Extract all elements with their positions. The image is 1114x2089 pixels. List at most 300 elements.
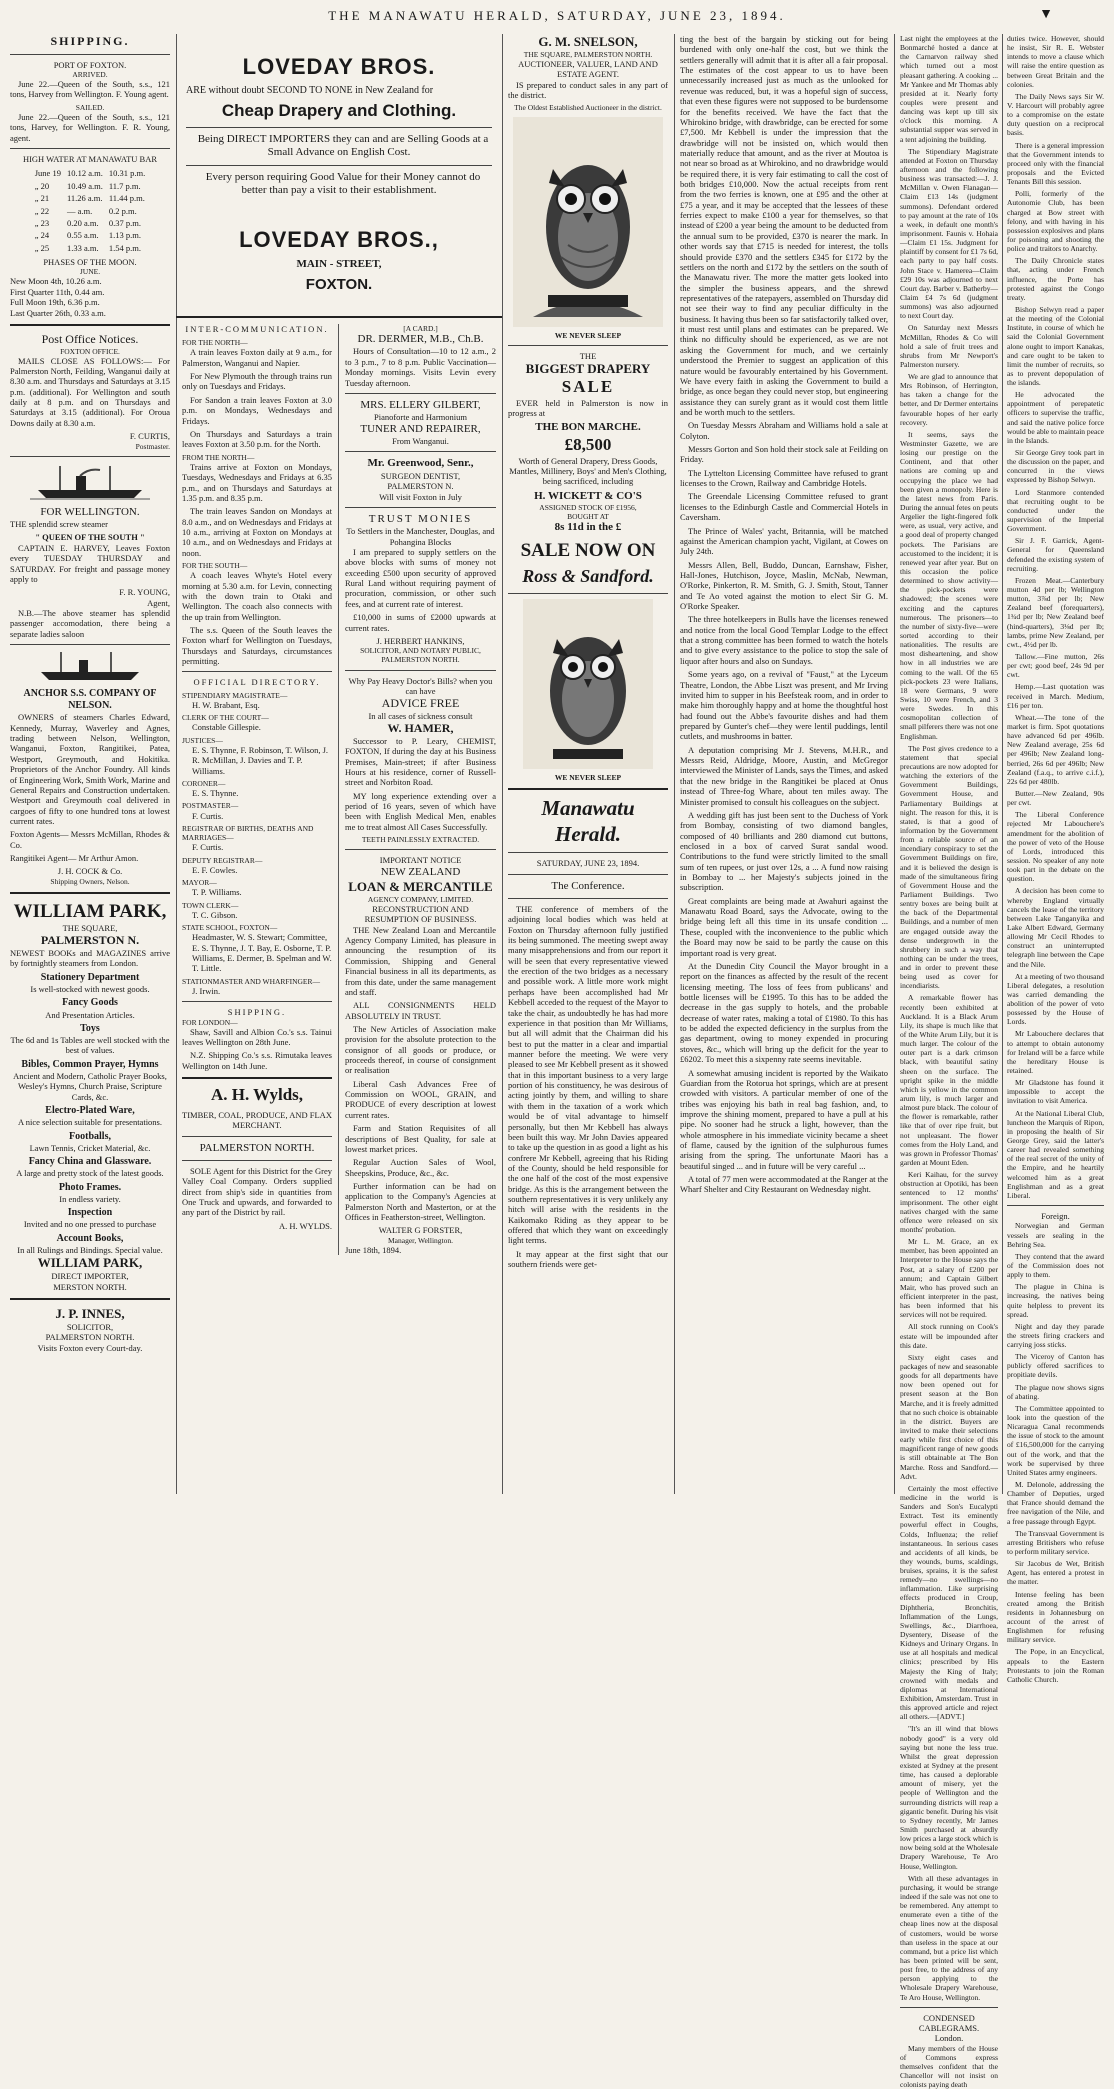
owl-caption: WE NEVER SLEEP xyxy=(554,772,622,782)
loveday-title: LOVEDAY BROS. xyxy=(242,54,436,79)
column-2-right xyxy=(339,324,502,1255)
article-paragraph: On Tuesday Messrs Abraham and Williams hold a sale at Colyton. xyxy=(680,420,888,441)
divider xyxy=(508,788,668,790)
bon-now: SALE NOW ON xyxy=(520,539,656,561)
trust-sign: J. HERBERT HANKINS, xyxy=(376,635,465,646)
directory-holder: T. P. Williams. xyxy=(192,887,242,898)
directory-office: STIPENDIARY MAGISTRATE— xyxy=(182,690,288,700)
divider xyxy=(186,127,492,128)
moon-item: New Moon 4th, 10.26 a.m. xyxy=(10,276,102,287)
gilbert-town: From Wanganui. xyxy=(392,436,449,447)
tide-cell: „ 21 xyxy=(34,193,50,204)
port-title: PORT OF FOXTON. xyxy=(53,59,127,70)
tide-cell: 1.13 p.m. xyxy=(108,230,141,241)
article-paragraph: The plague now shows signs of abating. xyxy=(1007,1382,1104,1401)
tide-cell: 0.37 p.m. xyxy=(108,217,141,228)
column-2-left xyxy=(176,324,339,1255)
divider xyxy=(182,1077,332,1079)
article-paragraph: The Daily Chronicle states that, acting under French influence, the Porte has protested against the Congo treaty. xyxy=(1007,256,1104,302)
herald-conference: The Conference. xyxy=(551,879,625,892)
divider xyxy=(345,849,496,850)
article-paragraph: The Daily News says Sir W. V. Harcourt will probably agree to a compromise on the estate duty question on a reciprocal basis. xyxy=(1007,91,1104,138)
article-paragraph: The Committee appointed to look into the question of the Nicaragua Canal recommends the issue of stock to the amount of £16,500,000 for the carrying out of the work, and that the work be supervised by three United States army engineers. xyxy=(1007,1403,1104,1477)
divider xyxy=(10,644,170,645)
article-paragraph: The Prince of Wales' yacht, Britannia, will be matched against the American champion yacht, Vigilant, at Cowes on July 24th. xyxy=(680,525,888,557)
article-paragraph: A deputation comprising Mr J. Stevens, M.H.R., and Messrs Reid, Aldridge, Moore, Austin, and McGregor interviewed the Minister of Lands, says the Times, and asked that the new bridge in the Rangitikei be placed at Onus instead of Three-fog Whare, about ten miles away. The Minister promised to consult his colleagues on the subject. xyxy=(680,744,888,807)
sailed-label: SAILED. xyxy=(75,102,105,112)
article-paragraph: The Transvaal Government is arresting Britishers who refuse to perform military service. xyxy=(1007,1528,1104,1557)
loveday-foot: LOVEDAY BROS., xyxy=(239,227,439,253)
nzloan-sign2: Manager, Wellington. xyxy=(388,1235,453,1245)
owl-caption: WE NEVER SLEEP xyxy=(554,330,622,340)
divider xyxy=(10,324,170,326)
london-heading: FOR LONDON— xyxy=(182,1017,238,1027)
inter-north: For New Plymouth the through trains run only on Tuesdays and Fridays. xyxy=(182,371,332,392)
divider xyxy=(186,165,492,166)
tide-cell: — a.m. xyxy=(66,205,93,216)
bon-price: 8s 11d in the £ xyxy=(554,521,622,534)
divider xyxy=(10,456,170,457)
herald-p2: It may appear at the first sight that our southern friends were get- xyxy=(508,1248,668,1270)
tide-row xyxy=(33,181,147,191)
directory-holder: E. F. Cowles. xyxy=(192,864,238,875)
divider xyxy=(345,670,496,671)
nzloan-p7: Further information can be had on application to the Company's Agencies at Palmerston North and Masterton, or at the Offices in Featherston-street, Wellington. xyxy=(345,1181,496,1223)
article-paragraph: Messrs Gorton and Son hold their stock sale at Feilding on Friday. xyxy=(680,444,888,465)
anchor-sign: J. H. COCK & Co. xyxy=(57,866,123,877)
tide-cell: „ 24 xyxy=(34,230,50,241)
owl-illustration-icon xyxy=(523,599,653,769)
directory-holder: H. W. Brabant, Esq. xyxy=(192,699,260,710)
masthead-text: THE MANAWATU HERALD, SATURDAY, JUNE 23, 1894. xyxy=(328,8,786,23)
nzloan-agency: AGENCY COMPANY, LIMITED. xyxy=(367,894,474,904)
divider xyxy=(345,507,496,508)
gilbert-trade: TUNER AND REPAIRER, xyxy=(360,422,481,435)
column-3 xyxy=(502,34,674,1494)
tide-cell: „ 23 xyxy=(34,217,50,228)
directory-holder: E. S. Thynne. xyxy=(192,788,239,799)
divider xyxy=(345,393,496,394)
moon-item: First Quarter 11th, 0.44 am. xyxy=(10,286,105,297)
tide-cell: „ 25 xyxy=(34,242,50,253)
inter-title: INTER-COMMUNICATION. xyxy=(185,323,329,334)
post-sign2: Postmaster. xyxy=(135,441,170,451)
innes-town: PALMERSTON NORTH. xyxy=(45,1332,135,1343)
wellington-title: FOR WELLINGTON. xyxy=(40,505,140,518)
tide-cell: 0.20 a.m. xyxy=(66,217,99,228)
article-paragraph: Sir Jacobus de Wet, British Agent, has entered a protest in the matter. xyxy=(1007,1559,1104,1587)
column-2 xyxy=(176,34,502,1494)
snelson-role: AUCTIONEER, VALUER, LAND AND ESTATE AGENT. xyxy=(518,59,658,80)
article-paragraph: With all these advantages in purchasing, it would be strange indeed if the sale was not one to be remembered. Any attempt to enumerate even a tithe of the cheap lines now at the disposal of customers, would be worse than useless in the space at our command, but a price list which has been printed will be sent, post free, to the address of any person applying to the Wholesale Drapery Warehouse, Te Aro House, Wellington. xyxy=(900,1873,998,2002)
hamer-advice: ADVICE FREE xyxy=(381,696,460,711)
directory-office: REGISTRAR OF BIRTHS, DEATHS AND MARRIAGES— xyxy=(182,823,314,843)
tide-cell: 11.7 p.m. xyxy=(108,180,141,191)
park-section-text: In all Rulings and Bindings. Special value. xyxy=(17,1244,163,1255)
herald-title: Manawatu Herald. xyxy=(541,795,635,846)
moon-list xyxy=(10,276,170,317)
divider xyxy=(10,148,170,149)
nzloan-title2: LOAN & MERCANTILE xyxy=(348,879,493,895)
wylds-title: A. H. Wylds, xyxy=(210,1085,304,1105)
park-section-heading: Electro-Plated Ware, xyxy=(45,1105,135,1117)
loveday-town: FOXTON. xyxy=(305,275,373,293)
directory-holder: J. Irwin. xyxy=(192,985,221,996)
dermer-card: [A CARD.] xyxy=(403,323,438,333)
column-5-split xyxy=(900,34,1104,2089)
bon-body2: Worth of General Drapery, Dress Goods, Mantles, Millinery, Boys' and Men's Clothing, being sacrificed, including xyxy=(509,455,667,487)
hamer-body2: MY long experience extending over a period of 16 years, seven of which have been with English Medical Men, enables me to treat almost All Cases Successfully. xyxy=(345,790,496,832)
column-1 xyxy=(4,34,176,1494)
article-paragraph: The three hotelkeepers in Bulls have the licenses renewed and notice from the local Good Templar Lodge to the effect that a strong committee has been formed to watch the hotels and to give every assistance to the police to stop the sale of liquor after hours and also on Sundays. xyxy=(680,614,888,666)
directory-office: TOWN CLERK— xyxy=(182,900,239,910)
article-paragraph: On Saturday next Messrs McMillan, Rhodes & Co will hold a sale of fruit trees and shrubs from Mr Newport's Palmerston nursery. xyxy=(900,323,998,369)
snelson-title: G. M. SNELSON, xyxy=(538,34,638,49)
innes-title: J. P. INNES, xyxy=(55,1305,125,1321)
article-paragraph: The Liberal Conference rejected Mr Labouchere's amendment for the abolition of the power of veto of the House of Lords, introduced this session. No speaker of any note took part in the debate on the question. xyxy=(1007,810,1104,884)
herald-date: SATURDAY, JUNE 23, 1894. xyxy=(536,858,640,869)
inter-south: A coach leaves Whyte's Hotel every morning at 5.30 a.m. for Levin, connecting with the down train to Otaki and Wellington. The coach also connects with the up train from Wellington. xyxy=(182,570,332,622)
park-section-heading: Fancy Goods xyxy=(62,997,118,1009)
tide-row xyxy=(33,230,147,240)
article-paragraph: The Greendale Licensing Committee refused to grant licenses to the Edinburgh Castle and Commercial Hotels in Caversham. xyxy=(680,491,888,523)
article-paragraph: Certainly the most effective medicine in the world is Sanders and Son's Eucalypti Extract. Test its eminently powerful effect in Coughs, Colds, Influenza; the relief instantaneous. In serious cases and accidents of all kinds, be they wounds, burns, scaldings, bruises, sprains, it is the safest remedy—no swellings—no inflammation. Like surprising effects produced in Croup, Diphtheria, Bronchitis, Inflammation of the Lungs, Swellings, &c., Diarrhoea, Dysentery, Disease of the Kidneys and Urinary Organs. In use at all hospitals and medical clinics; prescribed by His Majesty the King of Italy; crowned with medals and diplomas at International Exhibition, Amsterdam. Trust in this approved article and reject all others.—[ADVT.] xyxy=(900,1483,998,1722)
article-paragraph: Wheat.—The tone of the market is firm. Spot quotations have advanced 6d per 496lb. New Zealand average, 25s 6d per 496lb; New Zealand long-berried, 26s 6d per 496lb; New Zealand (f.a.q., to arrive c.i.f.), 22s 6d per 480lb. xyxy=(1007,712,1104,786)
directory-holder: Constable Gillespie. xyxy=(192,722,261,733)
park-town: PALMERSTON N. xyxy=(40,933,140,948)
nzloan-p1: THE New Zealand Loan and Mercantile Agency Company Limited, has pleasure in announcing the resumption of its Commission, Shipping and General Financial business in all its departments, as from this date, under the same management and staff. xyxy=(345,924,496,997)
article-paragraph: Many members of the House of Commons express themselves confident that the Chancellor will not insist on colonists paying death xyxy=(900,2043,998,2089)
park-section-text: Is well-stocked with newest goods. xyxy=(30,983,150,994)
park-section-heading: Stationery Department xyxy=(40,971,140,983)
corner-mark-icon: ▼ xyxy=(1039,7,1056,22)
article-paragraph: We are glad to announce that Mrs Robinson, of Herrington, has taken a change for the better, and Dr Dermer entertains favourable hopes of her early recovery. xyxy=(900,372,998,427)
nzloan-p2: ALL CONSIGNMENTS HELD ABSOLUTELY IN TRUST. xyxy=(345,1000,496,1021)
post-office: FOXTON OFFICE. xyxy=(60,346,120,356)
wellington-nb: N.B.—The above steamer has splendid passenger accomodation, there being a separate ladies saloon xyxy=(10,607,170,639)
article-paragraph: Tallow.—Fine mutton, 26s per cwt; good beef, 24s 9d per cwt. xyxy=(1007,652,1104,680)
directory-office: MAYOR— xyxy=(182,878,217,888)
article-paragraph: Norwegian and German vessels are sealing in the Behring Sea. xyxy=(1007,1221,1104,1249)
cable-london: London. xyxy=(934,2033,964,2044)
directory-holder: Headmaster, W. S. Stewart; Committee, E. S. Thynne, J. T. Bay, E. Osborne, T. P. Williams, E. Dermer, B. Spelman and W. T. Little. xyxy=(192,932,332,974)
innes-role: SOLICITOR, xyxy=(66,1321,114,1332)
tide-title: HIGH WATER AT MANAWATU BAR xyxy=(22,154,158,165)
divider xyxy=(182,1001,332,1002)
tide-cell: June 19 xyxy=(34,168,61,179)
trust-body2: £10,000 in sums of £2000 upwards at current rates. xyxy=(345,612,496,633)
directory-holder: E. S. Thynne, F. Robinson, T. Wilson, J. R. McMillan, J. Davies and T. P. Williams. xyxy=(192,744,329,776)
directory-office: DEPUTY REGISTRAR— xyxy=(182,855,263,865)
arrived-label: ARRIVED. xyxy=(72,69,108,79)
post-title: Post Office Notices. xyxy=(41,331,139,346)
article-paragraph: They contend that the award of the Commission does not apply to them. xyxy=(1007,1251,1104,1280)
steamship-icon xyxy=(35,650,145,684)
post-body: MAILS CLOSE AS FOLLOWS:— For Palmerston North, Feilding, Wanganui daily at 8.30 a.m. and Thursdays and Saturdays at 3.15 p.m. (additional). For Wellington and south daily at 8 p.m. and on Thursdays and Saturdays at 3.15 (additional). For Oroua Downs daily at 8.30 a.m. xyxy=(10,355,170,428)
article-paragraph: Keri Kaihau, for the survey obstruction at Opotiki, has been sentenced to 12 months' imprisonment. The other eight natives charged with the same offence were released on six months' probation. xyxy=(900,1170,998,1234)
directory-shipping-title: SHIPPING. xyxy=(227,1007,287,1018)
trust-sign2: SOLICITOR, AND NOTARY PUBLIC, xyxy=(360,646,481,656)
steamship-icon xyxy=(30,462,150,502)
park-foot2: DIRECT IMPORTER, xyxy=(51,1271,129,1282)
directory-list xyxy=(182,691,332,996)
tide-row xyxy=(33,206,147,216)
directory-holder: F. Curtis. xyxy=(192,810,224,821)
column-2-split xyxy=(176,324,502,1255)
article-paragraph: Intense feeling has been created among the British residents in Johannesburg on account of the arrest of Englishmen for refusing military service. xyxy=(1007,1589,1104,1645)
directory-office: POSTMASTER— xyxy=(182,801,239,811)
sailed-text: June 22.—Queen of the South, s.s., 121 tons, Harvey, for Wellington. F. R. Young, agent. xyxy=(10,111,170,143)
london-sailing: N.Z. Shipping Co.'s s.s. Rimutaka leaves Wellington on 14th June. xyxy=(182,1050,332,1071)
divider xyxy=(10,1298,170,1300)
anchor-rangitikei: Rangitikei Agent— Mr Arthur Amon. xyxy=(10,853,139,864)
article-paragraph: Some years ago, on a revival of "Faust," at the Lyceum Theatre, London, the Abbe Liszt was present, and Mr Irving invited him to supper in his Beefsteak room, and in order to make him thoroughly happy and at home the thoughtful host had found out the Abbe's favourite dishes and had them prepared by Gunter's chef—they were lentil puddings, lentil cutlets, and mushrooms in batter. xyxy=(680,669,888,742)
inter-south: The s.s. Queen of the South leaves the Foxton wharf for Wellington on Tuesdays, Thursdays and Saturdays, circumstances permitting. xyxy=(182,624,332,667)
divider xyxy=(182,1160,332,1161)
article-paragraph: A somewhat amusing incident is reported by the Waikato Guardian from the Rotorua hot springs, which are at present crowded with visitors. A particular member of one of the tribes was enjoying his bath in real bag fashion, and, to improve the shining moment, prepared to have a pull at his pipe. No sooner had he struck a light, however, than the whole atmosphere in his immediate vicinity became a sheet of flame, caused by the ignition of the sulphurous fumes arising from the spring. The unfortunate Maori has a beautiful singed ... and in future will be very careful ... xyxy=(680,1067,888,1171)
wylds-trade: TIMBER, COAL, PRODUCE, AND FLAX MERCHANT. xyxy=(182,1109,332,1131)
park-section-heading: Toys xyxy=(80,1022,100,1034)
inter-from-north: Trains arrive at Foxton on Mondays, Tuesdays, Wednesdays and Fridays at 6.35 p.m., and on Thursdays and Saturdays at 1.35 p.m. and 8.35 p.m. xyxy=(182,461,332,503)
shipping-title: SHIPPING. xyxy=(50,34,130,48)
bon-shop: THE BON MARCHE. xyxy=(535,421,641,434)
nzloan-p3: The New Articles of Association make provision for the absolute protection to the consignor of all goods or produce, or proceeds thereof, in course of consignment or realisation xyxy=(345,1023,496,1076)
tide-cell: 11.26 a.m. xyxy=(66,193,103,204)
innes-note: Visits Foxton every Court-day. xyxy=(37,1342,143,1353)
inter-south-heading: FOR THE SOUTH— xyxy=(182,561,248,571)
directory-holder: F. Curtis. xyxy=(192,842,224,853)
gilbert-title: MRS. ELLERY GILBERT, xyxy=(360,398,481,411)
park-section-text: A large and pretty stock of the latest goods. xyxy=(16,1168,164,1179)
wylds-sign: A. H. WYLDS. xyxy=(279,1220,332,1231)
park-section-heading: Inspection xyxy=(67,1207,113,1219)
divider xyxy=(10,54,170,55)
greenwood-role: SURGEON DENTIST, xyxy=(380,470,461,481)
nzloan-p6: Regular Auction Sales of Wool, Sheepskins, Produce, &c., &c. xyxy=(345,1157,496,1178)
article-paragraph: "It's an ill wind that blows nobody good" is a very old saying but none the less true. Whilst the great depression existed at Sydney at the present time, has caused a deplorable amount of misery, yet the people of Wellington and the surrounding districts will reap a gigantic benefit. During his visit to Sydney recently, Mr James Smith purchased at absurdly low prices a large stock which is now being sold at the Wholesale Drapery Warehouse, Te Aro House, Wellington. xyxy=(900,1724,998,1871)
anchor-foxton: Foxton Agents— Messrs McMillan, Rhodes & Co. xyxy=(10,829,170,850)
tide-row xyxy=(33,218,147,228)
snelson-square: THE SQUARE, PALMERSTON NORTH. xyxy=(523,49,653,59)
article-paragraph: Messrs Allen, Bell, Buddo, Duncan, Earnshaw, Fisher, Hall-Jones, Hutchison, Joyce, Maslin, McNab, Newman, O'Rorke, Pinkerton, R. M. Smith, G. J. Smith, Stout, Tanner and Te Ao voted against the motion to elect Sir G. M. O'Rorke Speaker. xyxy=(680,559,888,612)
anchor-title: ANCHOR S.S. COMPANY OF NELSON. xyxy=(23,688,157,712)
bon-stock: ASSIGNED STOCK OF £1956, xyxy=(539,503,637,513)
loveday-p1: Being DIRECT IMPORTERS they can and are Selling Goods at a Small Advance on English Cost. xyxy=(197,132,489,159)
herald-p1: THE conference of members of the adjoining local bodies which was held at Foxton on Thursday afternoon fully justified its being summoned. The meeting swept away many misapprehensions and from our report it will be seen that every representative viewed the erection of the two bridges as a necessary and possible work. A little more work might perhaps have been accomplished had Mr Kebbell acceded to the request of the Mayor to take the chair, as undoubtedly he has had more experience in that position than Mr Williams, but all will admit that the Chairman did his best to put the matter in a clear and impartial manner before the meeting. We were very pleased to see Mr Kebbell present as it showed that in this important business to a very large portion of his constituency, he was desirous of acting jointly by them, and willing to share with them in the taxation of a work which would be of vital advantage to himself personally, but then Mr Kebbell has always been built this way. Mr John Davies appeared to take up the question in as good a light as his confrere Mr Kebbell, agreeing that his Riding of the County, should be held responsible for the one half of the cost of the most expensive bridge. As this is the arrangement between the southern representatives it is very unlikely any hitch will arise with the residents in the Kaikomako Riding as they appear to be offered that which they want on exceedingly light terms. xyxy=(508,903,668,1246)
loveday-p2: Every person requiring Good Value for their Money cannot do better than pay a visit to their establishment. xyxy=(205,170,481,196)
article-paragraph: The Stipendiary Magistrate attended at Foxton on Thursday afternoon and the following business was transacted:—J. J. McMillan v. Owen Flanagan—Claim £13 14s (judgment summons). Defendant ordered to pay amount at the rate of 10s a week, in default one month's imprisonment. Faunis v. Hohaia—Claim £1 15s. Judgment for plaintiff by consent for £1 7s 6d, each party to pay half costs. John Stace v. Hamerea—Claim £29 10s was adjourned to next Court day. Barber v. Batherby—Claim £4 7s 6d (judgment summons) was also adjourned to next Court day. xyxy=(900,146,998,321)
nzloan-sub: RECONSTRUCTION AND RESUMPTION OF BUSINESS. xyxy=(364,904,477,925)
moon-title: PHASES OF THE MOON. xyxy=(43,256,137,267)
loveday-slogan: Cheap Drapery and Clothing. xyxy=(221,101,457,121)
bon-amount: £8,500 xyxy=(564,434,612,454)
divider xyxy=(10,892,170,894)
nzloan-title: NEW ZEALAND xyxy=(380,865,461,878)
wellington-body: CAPTAIN E. HARVEY, Leaves Foxton every TUESDAY THURSDAY and SATURDAY. For freight and passage money apply to xyxy=(10,542,170,584)
moon-month: JUNE. xyxy=(79,267,101,277)
divider xyxy=(345,451,496,452)
tide-cell: 1.33 a.m. xyxy=(66,242,99,253)
loveday-lead: ARE without doubt SECOND TO NONE in New Zealand for xyxy=(186,84,434,96)
divider xyxy=(176,316,502,318)
article-paragraph: ting the best of the bargain by sticking out for being burdened with only one-half the cost, but we think the settlers generally will admit that it is after all a fair proposal. The estimates of the cost appear to us to have been unnecessarily increased just as much as the unlooked for revenue was reduced, but, it was a hopeful sign of success, that even these figures were not supposed to be burdensome for the benefits received. We have the fact that the Whirokino bridge, with drawbridge, can be erected for some £7,500. Mr Kebbell is under the impression that the drawbridge will not be insisted on, which would then materially reduce that amount, and as the river at Moutoa is not near so broad as at Whirokino, and no drawbridge would be required there, it is very fair estimating to call the cost of both bridges £10,000. Now the actual receipts from rent from the two ferries is known, one at £95 and the other at £75 a year, and it may be accepted that the lessees of these ferries expect to make £100 a year for themselves, so that instead of £200 a year being the amount to be deducted from the annual sum to be provided, £370 is nearer the mark. In other words say that £715 is needed for interest, the tolls should provide £370 and the settlers £345 for £172 by the settlers on the north and £172 by the settlers on the south of the Manawatu river. The more the matter gets looked into the simpler the business appears, and the shrewd representatives of the ratepayers, assembled on Thursday did not see their way to find any peculiar difficulty in the business. It having thus been so far satisfactorily talked over, it must rest until plans and estimates can be prepared. We think no difficulty should be experienced, as we are not asking the Government for much, and we certainly understood the Premier to suggest an application of this nature would be favourably entertained by his Government. We have every faith in asking the Government to build a bridge, as once began they could never stop, but engineering assistance they can surely grant as it would cost them little and be worth much to the settlers. xyxy=(680,34,888,417)
greenwood-note: Will visit Foxton in July xyxy=(379,491,462,502)
wylds-town: PALMERSTON NORTH. xyxy=(199,1141,315,1154)
article-paragraph: Bishop Selwyn read a paper at the meeting of the Colonial Institute, in course of which he said the Colonial Government alone ought to import Kanakas, and care ought to be taken to limit the number of recruits, so as to prevent depopulation of the islands. xyxy=(1007,304,1104,388)
tide-cell: „ 22 xyxy=(34,205,50,216)
column-5-right xyxy=(1002,34,1104,1684)
article-paragraph: There is a general impression that the Government intends to proceed only with the financial proposals and the Evicted Tenants Bill this session. xyxy=(1007,140,1104,187)
article-paragraph: He advocated the appointment of perepatetic officers to supervise the traffic, and said the native police force would be able to maintain peace in the Islands. xyxy=(1007,390,1104,445)
directory-office: STATIONMASTER AND WHARFINGER— xyxy=(182,976,321,986)
moon-item: Full Moon 19th, 6.36 p.m. xyxy=(10,297,100,308)
post-sign: F. CURTIS, xyxy=(129,431,170,442)
article-paragraph: The Post gives credence to a statement that special precautions are now adopted for watching the exteriors of the Government Buildings, Government House, and Parliamentary Buildings at night. The reason for this, it is stated, is that a good of information by the Government from a reliable source of an incendiary conspiracy to set the Government Buildings on fire, and it is believed the design is made of the simultaneous firing of Government House and the Parliament Buildings. Two sentry boxes are being built at the back of the Departmental Buildings, and a number of men are engaged outside away the dense undergrowth in the shrubbery in such a way that nothing can be under the trees, and in order to prevent these being used as cover for incendiarists. xyxy=(900,743,998,991)
trust-sub: To Settlers in the Manchester, Douglas, and Pohangina Blocks xyxy=(346,526,495,547)
wellington-agent2: Agent, xyxy=(147,597,170,608)
article-paragraph: Great complaints are being made at Awahuri against the Manawatu Road Board, says the Advocate, owing to the bridge being left all this time in its unsafe condition ... These, coupled with the inconvenience to the public which the Board may now be said to be partly the cause on this important road is very great. xyxy=(680,895,888,958)
park-sections xyxy=(10,972,170,1256)
nzloan-sign: WALTER G FORSTER, xyxy=(378,1225,463,1236)
owl-illustration-icon xyxy=(513,117,663,327)
cable-title: CONDENSED CABLEGRAMS. xyxy=(918,2012,980,2034)
article-paragraph: Lord Stanmore contended that recruiting ought to be conducted under the supervision of the Imperial Government. xyxy=(1007,487,1104,534)
column-5 xyxy=(894,34,1110,2089)
park-foot3: MERSTON NORTH. xyxy=(53,1281,127,1292)
park-square: THE SQUARE, xyxy=(62,923,118,934)
park-section-heading: Account Books, xyxy=(56,1232,124,1244)
article-paragraph: At the Dunedin City Council the Mayor brought in a report on the finances as affected by the result of the recent licensing meeting. The loss of fees from publicans' and bottle licenses will be £1995. To this has to be added the decrease in the gas supply to hotels, and the probable decrease of water rates, making a total of £1980. To this has to be added the expected deficiency in the surplus from the gas department, owing to money expended in procuring stoves, &c., which will bring up the deficit for the year to £6202. To meet this a sixpenny rate seems inevitable. xyxy=(680,960,888,1065)
tide-cell: 11.44 p.m. xyxy=(108,193,145,204)
hamer-cases: In all cases of sickness consult xyxy=(368,710,473,721)
park-section-heading: Footballs, xyxy=(69,1130,111,1142)
article-paragraph: Mr Gladstone has found it impossible to accept the invitation to visit America. xyxy=(1007,1078,1104,1106)
directory-office: CLERK OF THE COURT— xyxy=(182,713,269,723)
bon-wickett: H. WICKETT & CO'S xyxy=(534,489,642,502)
greenwood-town: PALMERSTON N. xyxy=(387,481,454,492)
tide-cell: 0.55 a.m. xyxy=(66,230,99,241)
bon-body: EVER held in Palmerston is now in progress at xyxy=(508,397,668,419)
article-paragraph: The Pope, in an Encyclical, appeals to the Eastern Protestants to join the Roman Catholic Church. xyxy=(1007,1647,1104,1684)
tide-table xyxy=(31,166,149,255)
bon-bought: BOUGHT AT xyxy=(567,512,609,522)
article-paragraph: All stock running on Cook's estate will be impounded after this date. xyxy=(900,1322,998,1350)
tide-cell: 10.49 a.m. xyxy=(66,180,103,191)
trust-title: TRUST MONIES xyxy=(368,512,473,525)
article-paragraph: duties twice. However, should he insist, Sir R. E. Webster intends to move a clause which will raise the entire question as between Great Britain and the colonies. xyxy=(1007,34,1104,89)
article-paragraph: Night and day they parade the streets firing crackers and carrying joss sticks. xyxy=(1007,1321,1104,1350)
park-section-text: The 6d and 1s Tables are well stocked with the best of values. xyxy=(10,1035,170,1056)
divider xyxy=(182,671,332,672)
gilbert-sub: Pianoforte and Harmonium xyxy=(373,412,467,423)
park-section-heading: Bibles, Common Prayer, Hymns xyxy=(21,1058,159,1070)
tide-cell: 0.2 p.m. xyxy=(108,205,137,216)
park-foot: WILLIAM PARK, xyxy=(37,1255,143,1271)
article-paragraph: A decision has been come to whereby England virtually cancels the lease of the territory between Lake Tanganyika and Lake Albert Edward, Germany allowing Mr Cecil Rhodes to construct an uninterrupted telegraph line between the Cape and the Nile. xyxy=(1007,886,1104,969)
article-paragraph: The plague in China is increasing, the natives being quite helpless to prevent its spread. xyxy=(1007,1282,1104,1319)
article-paragraph: The Lyttelton Licensing Committee have refused to grant licenses to the Crown, Railway and Cambridge Hotels. xyxy=(680,467,888,489)
divider xyxy=(900,2007,998,2008)
tide-cell: 10.12 a.m. xyxy=(66,168,103,179)
park-section-heading: Photo Frames. xyxy=(58,1181,122,1193)
divider xyxy=(508,345,668,346)
masthead xyxy=(0,0,1114,26)
tide-cell: „ 20 xyxy=(34,180,50,191)
loveday-ad xyxy=(176,54,502,294)
article-paragraph: At a meeting of two thousand Liberal delegates, a resolution was carried demanding the abolition of the power of veto possessed by the House of Lords. xyxy=(1007,971,1104,1027)
ship-name: " QUEEN OF THE SOUTH " xyxy=(35,532,145,543)
hamer-teeth: TEETH PAINLESSLY EXTRACTED. xyxy=(361,835,480,845)
wellington-agent: F. R. YOUNG, xyxy=(119,587,170,598)
dermer-body: Hours of Consultation—10 to 12 a.m., 2 to 3 p.m., 7 to 8 p.m. Public Vaccination— Monday mornings. Visits Levin every Tuesday afternoon. xyxy=(345,346,496,388)
directory-title: OFFICIAL DIRECTORY. xyxy=(193,677,321,688)
foreign-title: Foreign. xyxy=(1041,1211,1070,1222)
column-5-left xyxy=(900,34,1002,2089)
wylds-body: SOLE Agent for this District for the Grey Valley Coal Company. Orders supplied direct from ship's side in quantities from One Truck and upwards, and forwarded to any part of the District by rail. xyxy=(182,1165,332,1218)
article-paragraph: Frozen Meat.—Canterbury mutton 4d per lb; Wellington mutton, 3⅞d per lb; New Zealand beef (forequarters), 1¾d per lb; New Zealand beef (hind-quarters), 3⅛d per lb; lambs, prime New Zealand, per cwt., 4½d per lb. xyxy=(1007,575,1104,649)
park-title: WILLIAM PARK, xyxy=(13,900,167,922)
hamer-body: Successor to P. Leary, CHEMIST, FOXTON, If during the day at his Business Premises, Main-street; if after Business Hours at his residence, corner of Russell-street and Norbiton Road. xyxy=(345,735,496,788)
trust-sign3: PALMERSTON NORTH. xyxy=(381,655,460,665)
divider xyxy=(508,874,668,875)
article-paragraph: At the National Liberal Club, luncheon the Marquis of Ripon, in proposing the health of Sir George Grey, said the latter's career had revealed something of the real secret of the unity of the Empire, and he heartily welcomed him as a great Englishman and as a great Liberal. xyxy=(1007,1108,1104,1200)
nzloan-notice: IMPORTANT NOTICE xyxy=(379,855,462,866)
dermer-title: DR. DERMER, M.B., Ch.B. xyxy=(357,333,484,346)
park-section-text: A nice selection suitable for presentations. xyxy=(18,1117,162,1128)
bon-the: THE xyxy=(579,350,597,361)
tide-row xyxy=(33,168,147,178)
park-section-text: And Presentation Articles. xyxy=(45,1009,135,1020)
park-section-text: Lawn Tennis, Cricket Material, &c. xyxy=(29,1142,151,1153)
moon-item: Last Quarter 26th, 0.33 a.m. xyxy=(10,307,106,318)
hamer-question: Why Pay Heavy Doctor's Bills? when you can have xyxy=(348,675,493,696)
article-paragraph: Sixty eight cases and packages of new and seasonable goods for all departments have now been opened out for present season at the Bon Marche, and it is freely admitted that no such choice is obtainable in the district. Buyers are invited to make their selections early while first choice of this magnificent range of new goods is still obtainable at The Bon Marche. Ross and Sandford.—Advt. xyxy=(900,1352,998,1481)
london-sailing: Shaw, Savill and Albion Co.'s s.s. Tainui leaves Wellington on 28th June. xyxy=(182,1026,332,1048)
anchor-body: OWNERS of steamers Charles Edward, Kennedy, Murray, Waverley and Agnes, trading between Nelson, Wellington, Wanganui, Foxton, Rangitikei, Patea, Westport, Greymouth, and Hokitika. Proprietors of the Anchor Foundry. All kinds of Engineering Work, Smith Work, Marine and General Repairs and Construction undertaken. Westport and Greymouth coal delivered in cargoes of fifty to one hundred tons at lowest current rates. xyxy=(10,712,170,826)
divider xyxy=(508,593,668,594)
directory-office: CORONER— xyxy=(182,778,226,788)
article-paragraph: M. Delonole, addressing the Chamber of Deputies, urged that France should demand the free navigation of the Nile, and a free passage through Egypt. xyxy=(1007,1480,1104,1526)
article-paragraph: Last night the employees at the Bonmarché hosted a dance at the Carnarvon railway shed which turned out a most pleasant gathering. A cooking ... Mr Yankee and Mr Thomas ably presided at it. Nearly forty couples were present and dancing was kept up till six o'clock this morning. A substantial supper was served in a tent adjoining the building. xyxy=(900,34,998,144)
inter-north-heading: FOR THE NORTH— xyxy=(182,338,248,348)
directory-holder: T. C. Gibson. xyxy=(192,909,238,920)
nzloan-p4: Liberal Cash Advances Free of Commission on WOOL, GRAIN, and PRODUCE of every description at lowest current rates. xyxy=(345,1078,496,1120)
bon-sale: SALE xyxy=(561,376,615,396)
inter-from-north-heading: FROM THE NORTH— xyxy=(182,452,255,462)
divider xyxy=(1007,1205,1104,1206)
loveday-street: MAIN - STREET, xyxy=(296,258,382,271)
directory-office: JUSTICES— xyxy=(182,735,223,745)
park-section-text: Ancient and Modern, Catholic Prayer Books, Wesley's Hymns, Church Praise, Scripture Cards, &c. xyxy=(13,1070,167,1102)
nzloan-date: June 18th, 1894. xyxy=(345,1244,402,1255)
inter-north: A train leaves Foxton daily at 9 a.m., for Palmerston, Wanganui and Napier. xyxy=(182,347,332,368)
inter-north: On Thursdays and Saturdays a train leaves Foxton at 3.50 p.m. for the North. xyxy=(182,428,332,450)
anchor-sign2: Shipping Owners, Nelson. xyxy=(50,876,130,886)
article-paragraph: Mr Labouchere declares that to attempt to obtain autonomy for Ireland will be a farce while the hereditary House is retained. xyxy=(1007,1029,1104,1076)
snelson-oldest: The Oldest Established Auctioneer in the district. xyxy=(514,103,662,113)
directory-office: STATE SCHOOL, FOXTON— xyxy=(182,923,278,933)
arrived-text: June 22.—Queen of the South, s.s., 121 tons, Harvey from Wellington. F. Young agent. xyxy=(10,79,170,100)
park-section-text: In endless variety. xyxy=(59,1193,121,1204)
article-paragraph: Polli, formerly of the Autonomie Club, has been charged at Bow street with felony, and with having in his possession explosives and plans for poisoning and shooting the police and traitors to Anarchy. xyxy=(1007,189,1104,254)
trust-body: I am prepared to supply settlers on the above blocks with sums of money not exceeding £500 upon security of approved Rural Land without requiring payment of procuration, commission, or other such fees, and at current rate of interest. xyxy=(345,547,496,609)
article-paragraph: A wedding gift has just been sent to the Duchess of York from Bombay, consisting of two diamond bangles, composed of 40 brilliants and 280 diamond cut buttons, enclosed in a box of carved Surat sandal wood. Contributions to the fund were strictly limited to the small sum of ten rupees, or just over 12s, a ... A fund now raising in Bombay to ... her Majesty's subjects joined in the subscription. xyxy=(680,809,888,893)
snelson-body: IS prepared to conduct sales in any part of the district. xyxy=(508,79,668,101)
tide-cell: 10.31 p.m. xyxy=(108,168,146,179)
hamer-name: W. HAMER, xyxy=(387,721,454,736)
article-paragraph: Sir J. F. Garrick, Agent-General for Queensland defended the existing system of recruiting. xyxy=(1007,536,1104,573)
divider xyxy=(508,852,668,853)
